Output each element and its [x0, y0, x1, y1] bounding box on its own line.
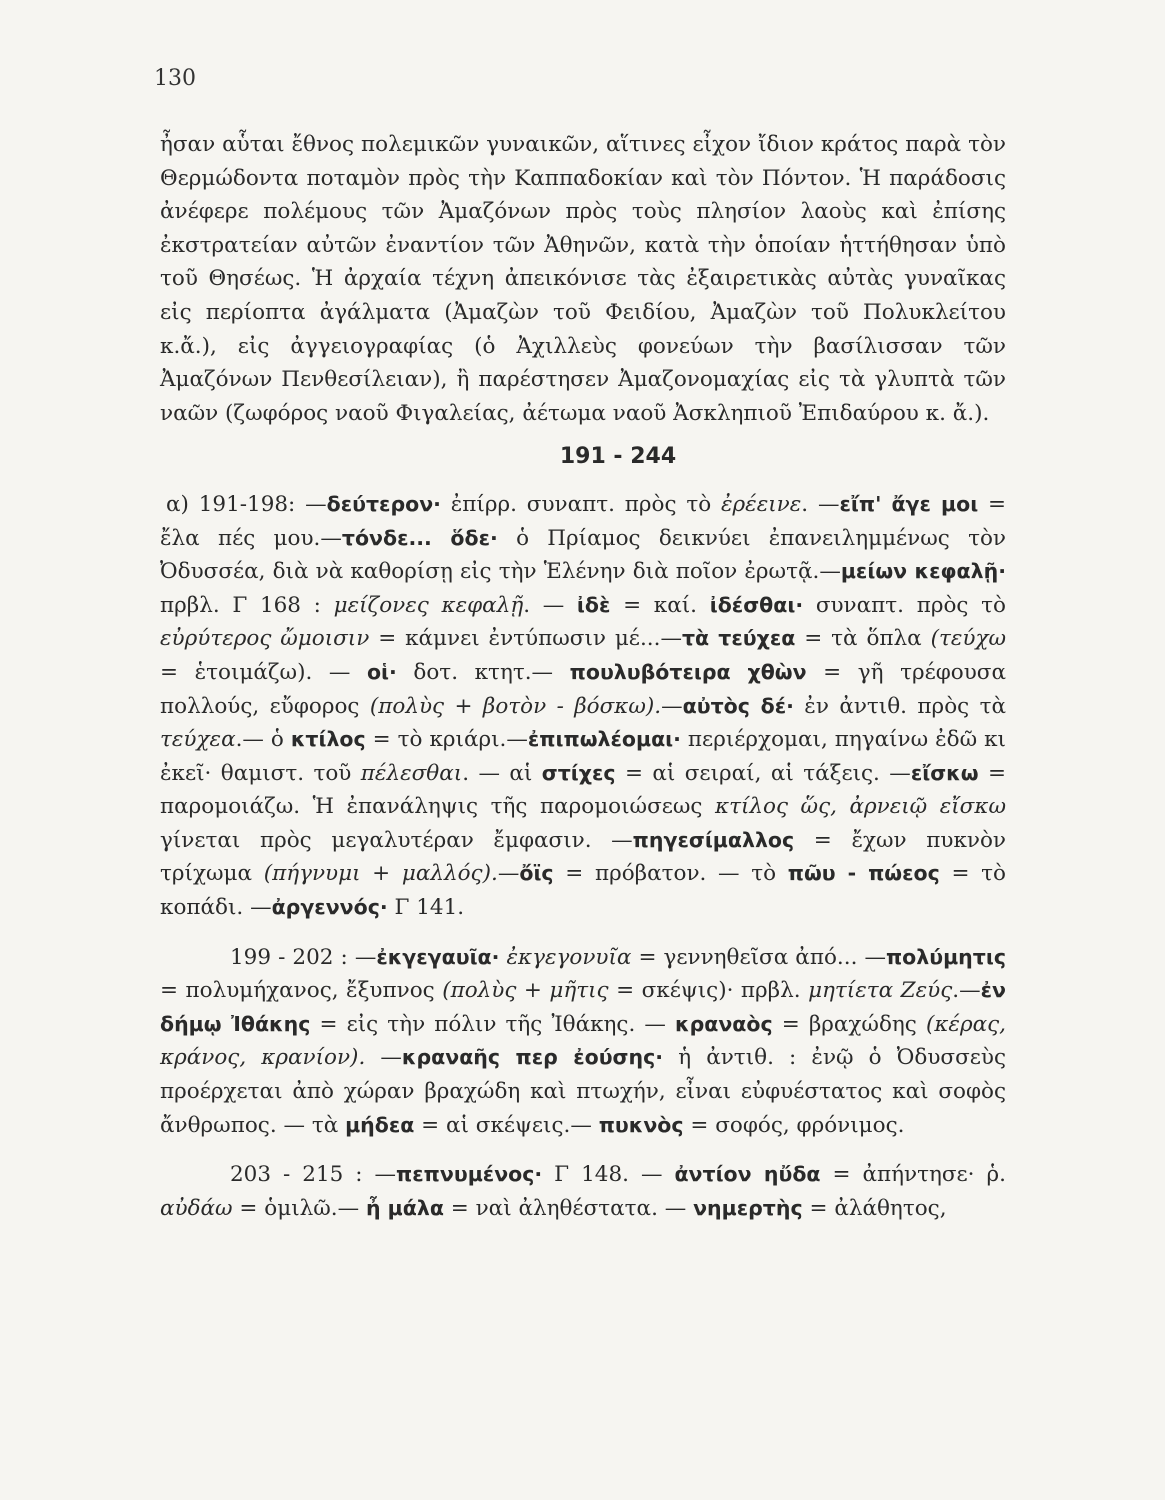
lemma: ἀργεννός·: [271, 895, 388, 920]
text-segment: 203 - 215 : —: [230, 1162, 397, 1188]
text-segment: = ἔλα πές μου.—: [160, 491, 1007, 551]
text-segment: ἡ ἀντιθ. : ἐνῷ ὁ Ὀδυσσεὺς προέρχεται ἀπὸ χώραν βραχώδη καὶ πτωχήν, εἶναι εὐφυέστατος καὶ σοφὸς ἄνθρωπος. — τὰ: [160, 1045, 1007, 1138]
text-segment: = γεννηθεῖσα ἀπό... —: [631, 944, 886, 970]
lemma: μείων κεφαλῇ·: [840, 559, 1006, 584]
italic-term: ἐκγεγονυῖα: [506, 944, 632, 970]
text-segment: = σκέψις)· πρβλ.: [608, 978, 809, 1004]
text-segment: = κάμνει ἐντύπωσιν μέ...—: [369, 626, 682, 652]
lemma: τόνδε... ὅδε·: [341, 525, 498, 550]
italic-term: τεύχεα: [160, 727, 236, 753]
paragraph-gap: [160, 925, 1006, 941]
text-segment: .— ὁ: [235, 727, 291, 753]
text-segment: = εἰς τὴν πόλιν τῆς Ἰθάκης. —: [310, 1011, 675, 1037]
lemma: εἴπ' ἄγε μοι: [839, 491, 979, 516]
italic-term: αὐδάω: [160, 1195, 233, 1221]
lemma: κραναῆς περ ἐούσης·: [401, 1045, 664, 1070]
lemma: μήδεα: [345, 1112, 415, 1137]
text-segment: πρβλ. Γ 168 :: [160, 592, 334, 618]
text-segment: 199 - 202 : —: [230, 944, 377, 970]
italic-term: (τεύχω: [930, 626, 1007, 652]
text-segment: = ἔχων πυκνὸν τρίχωμα: [160, 827, 1006, 887]
text-segment: —: [365, 1045, 402, 1071]
text-segment: ἐν ἀντιθ. πρὸς τὰ: [793, 693, 1006, 719]
text-segment: ἐπίρρ. συναπτ. πρὸς τὸ: [440, 491, 721, 517]
text-segment: συναπτ. πρὸς τὸ: [803, 592, 1006, 618]
text-segment: = ὁμιλῶ.—: [232, 1195, 366, 1221]
text-segment: Γ 148. —: [542, 1162, 675, 1188]
lemma: ἀντίον ηὔδα: [674, 1162, 821, 1187]
text-segment: [499, 945, 506, 970]
section-heading: 191 - 244: [559, 444, 677, 470]
page-number: 130: [154, 66, 196, 91]
italic-term: (πολὺς + βοτὸν - βόσκω).: [369, 693, 662, 719]
text-segment: —: [661, 693, 683, 719]
text-segment: = τὰ ὅπλα: [795, 626, 931, 652]
paragraph-gap: [160, 1142, 1006, 1158]
text-segment: Γ 141.: [387, 895, 465, 921]
text-segment: = καί.: [610, 592, 710, 618]
text-segment: = ναὶ ἀληθέστατα. —: [443, 1195, 694, 1221]
lemma: ἰδέσθαι·: [709, 592, 804, 617]
lemma: στίχες: [541, 760, 616, 785]
commentary-paragraph-199-202: [160, 941, 1006, 1143]
text-segment: περιέρχομαι, πηγαίνω ἐδῶ κι ἐκεῖ· θαμιστ. τοῦ: [160, 727, 1006, 786]
lemma: εἴσκω: [910, 760, 979, 785]
text-segment: = ἀλάθητος,: [802, 1195, 947, 1221]
text-segment: = αἱ σκέψεις.—: [414, 1112, 599, 1138]
lemma: δεύτερον·: [326, 491, 441, 516]
text-segment: ὁ Πρίαμος δεικνύει ἐπανειλημμένως τὸν Ὀδυσσέα, διὰ νὰ καθορίσῃ εἰς τὴν Ἑλένην διὰ ποῖον ἐρωτᾷ.—: [160, 525, 1007, 585]
lemma: κτίλος: [290, 727, 366, 752]
lemma: οἱ·: [366, 659, 397, 684]
text-segment: —: [497, 861, 520, 887]
lemma: ἐν δήμῳ Ἰθάκης: [160, 978, 1006, 1036]
italic-term: μητίετα Ζεύς: [808, 978, 953, 1004]
italic-term: ἐρέεινε: [721, 491, 802, 517]
text-segment: = παρομοιάζω. Ἡ ἐπανάληψις τῆς παρομοιώσεως: [160, 760, 1006, 820]
text-segment: . —: [523, 592, 577, 618]
commentary-paragraph-203-215: [160, 1158, 1006, 1225]
text-segment: . — αἱ: [462, 760, 542, 786]
text-segment: = πολυμήχανος, ἔξυπνος: [160, 978, 443, 1004]
text-segment: γίνεται πρὸς μεγαλυτέραν ἔμφασιν. —: [160, 827, 633, 853]
text-segment: = γῆ τρέφουσα πολλούς, εὔφορος: [160, 659, 1007, 719]
text-segment: = ἀπήντησε· ῥ.: [820, 1162, 1006, 1188]
lemma: πῶυ - πώεος: [787, 861, 940, 886]
lemma: πηγεσίμαλλος: [632, 827, 795, 852]
lemma: πουλυβότειρα χθὼν: [569, 659, 807, 684]
lemma: ἐκγεγαυῖα·: [376, 944, 500, 969]
text-segment: = αἱ σειραί, αἱ τάξεις. —: [615, 760, 911, 786]
lemma: κραναὸς: [675, 1011, 773, 1036]
text-segment: = σοφός, φρόνιμος.: [683, 1112, 905, 1138]
lemma: ἦ μάλα: [365, 1195, 444, 1220]
text-segment: = τὸ κριάρι.—: [365, 727, 528, 753]
italic-term: κτίλος ὥς, ἀρνειῷ εἴσκω: [714, 794, 1006, 820]
text-segment: = πρόβατον. — τὸ: [553, 861, 788, 887]
text-segment: = βραχώδης: [772, 1011, 926, 1037]
lemma: αὐτὸς δέ·: [682, 693, 794, 718]
lemma: ἐπιπωλέομαι·: [527, 727, 681, 752]
lemma: ἰδὲ: [576, 592, 611, 617]
italic-term: μείζονες κεφαλῇ: [333, 592, 524, 618]
lemma: νημερτὴς: [693, 1195, 803, 1220]
lemma: πυκνὸς: [598, 1112, 684, 1137]
text-segment: δοτ. κτητ.—: [396, 659, 570, 685]
lemma: πεπνυμένος·: [396, 1162, 543, 1187]
italic-term: (πήγνυμι + μαλλός).: [263, 861, 498, 887]
lemma: ὄϊς: [519, 861, 554, 886]
italic-term: πέλεσθαι: [360, 760, 463, 786]
italic-term: εὐρύτερος ὤμοισιν: [160, 626, 370, 652]
lemma: τὰ τεύχεα: [681, 626, 796, 651]
lemma: πολύμητις: [885, 944, 1006, 969]
italic-term: (κέρας, κράνος, κρανίον).: [160, 1011, 1006, 1071]
italic-term: (πολὺς + μῆτις: [442, 978, 609, 1004]
text-segment: α) 191-198: —: [166, 491, 327, 517]
text-segment: .—: [952, 978, 981, 1004]
page-body: [160, 128, 1006, 1225]
intro-paragraph: ἦσαν αὗται ἔθνος πολεμικῶν γυναικῶν, αἵτινες εἶχον ἴδιον κράτος παρὰ τὸν Θερμώδοντα ποταμὸν πρὸς τὴν Καππαδοκίαν καὶ τὸν Πόντον. Ἡ παράδοσις ἀνέφερε πολέμους τῶν Ἀμαζόνων πρὸς τοὺς πλησίον λαοὺς καὶ ἐπίσης ἐκστρατείαν αὐτῶν ἐναντίον τῶν Ἀθηνῶν, κατὰ τὴν ὁποίαν ἡττήθησαν ὑπὸ τοῦ Θησέως. Ἡ ἀρχαία τέχνη ἀπεικόνισε τὰς ἐξαιρετικὰς αὐτὰς γυναῖκας εἰς περίοπτα ἀγάλματα (Ἀμαζὼν τοῦ Φειδίου, Ἀμαζὼν τοῦ Πολυκλείτου κ.ἄ.), εἰς ἀγγειογραφίας (ὁ Ἀχιλλεὺς φονεύων τὴν βασίλισσαν τῶν Ἀμαζόνων Πενθεσίλειαν), ἢ παρέστησεν Ἀμαζονομαχίας εἰς τὰ γλυπτὰ τῶν ναῶν (ζωφόρος ναοῦ Φιγαλείας, ἀέτωμα ναοῦ Ἀσκληπιοῦ Ἐπιδαύρου κ. ἄ.).: [160, 132, 1006, 426]
text-segment: = τὸ κοπάδι. —: [160, 861, 1006, 921]
text-segment: = ἑτοιμάζω). —: [160, 659, 367, 685]
text-segment: . —: [801, 491, 840, 517]
commentary-paragraph-191-198: [160, 488, 1006, 925]
